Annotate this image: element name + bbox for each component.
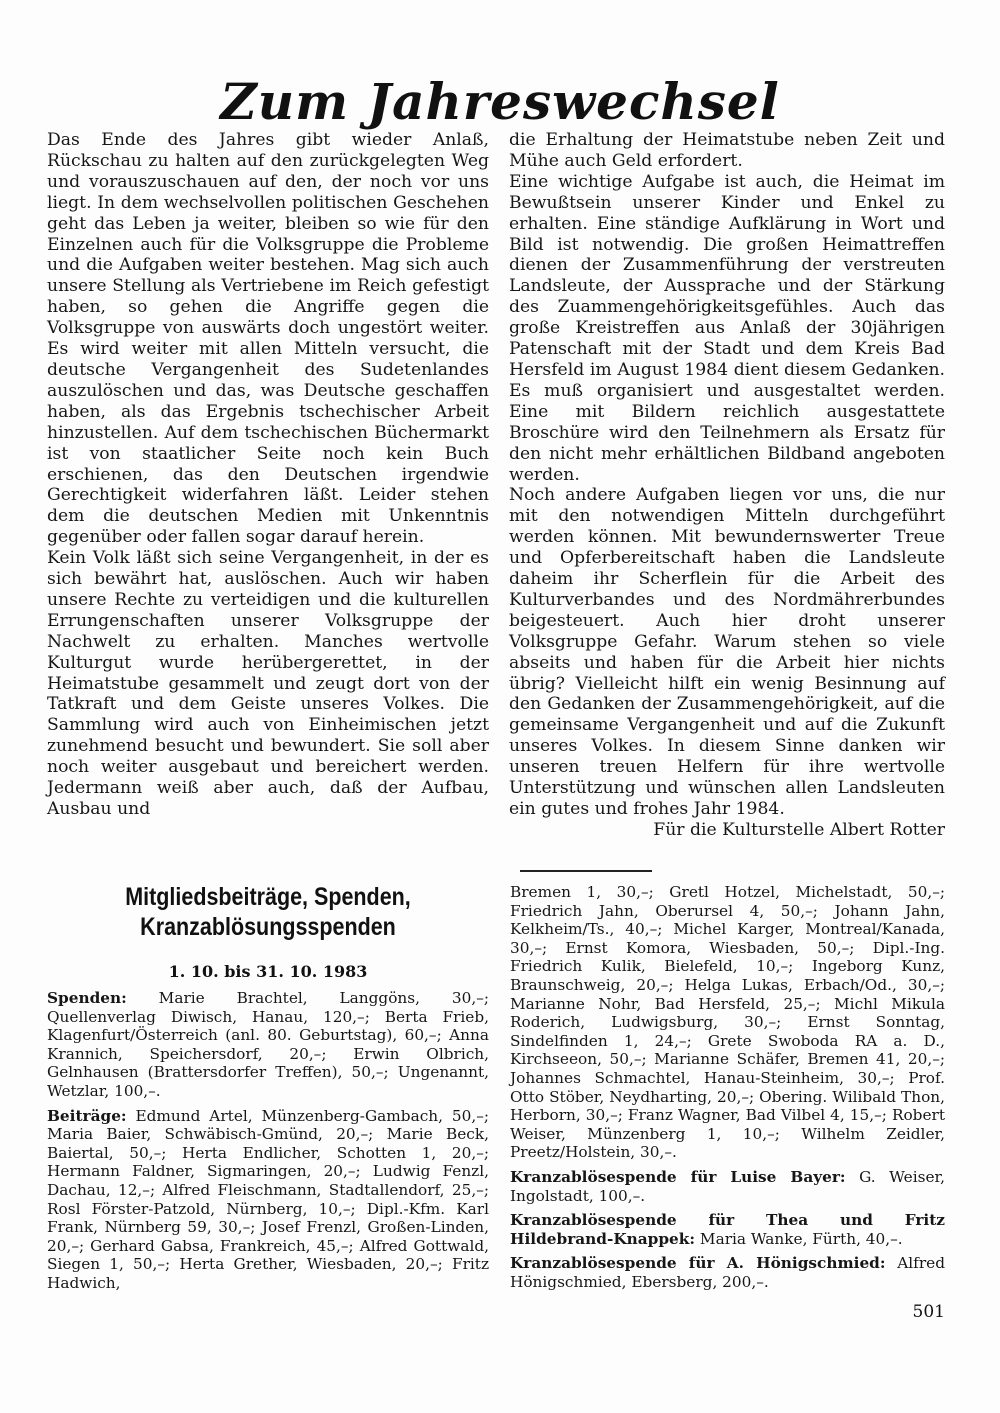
article-paragraph: Das Ende des Jahres gibt wieder Anlaß, Rückschau zu halten auf den zurückgelegten Weg und vorauszuschauen auf den, der noch vor uns liegt. In dem wechselvollen politischen Geschehen geht das Leben ja weiter, bleiben so wie für den Einzelnen auch für die Volksgruppe die Probleme und die Aufgaben weiter bestehen. Mag sich auch unsere Stellung als Vertriebene im Reich gefestigt haben, so gehen die Angriffe gegen die Volksgruppe von auswärts doch ungestört weiter. Es wird weiter mit allen Mitteln versucht, die deutsche Vergangenheit des Sudetenlandes auszulöschen und das, was Deutsche geschaffen haben, als das Ergebnis tschechischer Arbeit hinzustellen. Auf dem tschechischen Büchermarkt ist von staatlicher Seite noch kein Buch erschienen, das den Deutschen irgendwie Gerechtigkeit widerfahren läßt. Leider stehen dem die deutschen Medien mit Unkenntnis gegenüber oder fallen sogar darauf herein. [47,130,489,548]
beitraege-label: Beiträge: [47,1106,127,1125]
kranz-entry [510,1211,945,1248]
donations-heading-line: Mitgliedsbeiträge, Spenden, [125,883,411,911]
kranz-text: Alfred Hönigschmied, Ebersberg, 200,–. [510,1254,946,1291]
donations-heading [78,882,458,942]
article-title: Zum Jahreswechsel [220,72,780,131]
beitraege-continued: Bremen 1, 30,–; Gretl Hotzel, Michelstadt, 50,–; Friedrich Jahn, Oberursel 4, 50,–; Johann Jahn, Kelkheim/Ts., 40,–; Michel Karger, Montreal/Kanada, 30,–; Ernst Komora, Wiesbaden, 50,–; Dipl.-Ing. Friedrich Kulik, Bielefeld, 10,–; Ingeborg Kunz, Braunschweig, 20,–; Helga Lukas, Erbach/Od., 30,–; Marianne Nohr, Bad Hersfeld, 25,–; Michl Mikula Roderich, Ludwigsburg, 30,–; Ernst Sonntag, Sindelfinden 1, 24,–; Grete Swoboda RA a. D., Kirchseeon, 50,–; Marianne Schäfer, Bremen 41, 20,–; Johannes Schmachtel, Hanau-Steinheim, 30,–; Prof. Otto Stöber, Neydharting, 20,–; Obering. Wilibald Thon, Herborn, 30,–; Franz Wagner, Bad Vilbel 4, 15,–; Robert Weiser, Münzenberg 1, 10,–; Wilhelm Zeidler, Preetz/Holstein, 30,–. [510,883,945,1162]
kranz-label: Kranzablösespende für Luise Bayer: [510,1167,846,1186]
donations-left-column [47,989,489,1299]
article-paragraph: Noch andere Aufgaben liegen vor uns, die nur mit den notwendigen Mitteln durchgeführt werden können. Mit bewundernswerter Treue und Opferbereitschaft haben die Landsleute daheim ihr Scherflein für die Arbeit des Kulturverbandes und des Nordmährerbundes beigesteuert. Auch hier droht unserer Volksgruppe Gefahr. Warum stehen so viele abseits und haben für die Arbeit hier nichts übrig? Vielleicht hilft ein wenig Besinnung auf den Gedanken der Zusammengehörigkeit, auf die gemeinsame Vergangenheit und auf die Zukunft unseres Volkes. In diesem Sinne danken wir unseren treuen Helfern für ihre wertvolle Unterstützung und wünschen allen Landsleuten ein gutes und frohes Jahr 1984. [509,485,945,819]
beitraege-entry [47,1107,489,1293]
kranz-label: Kranzablösespende für Thea und Fritz Hildebrand-Knappek: [510,1211,945,1248]
article-paragraph: Eine wichtige Aufgabe ist auch, die Heimat im Bewußtsein unserer Kinder und Enkel zu erhalten. Eine ständige Aufklärung in Wort und Bild ist notwendig. Die großen Heimattreffen dienen der Zusammenführung der verstreuten Landsleute, der Aussprache und der Stärkung des Zuammengehörigkeitsgefühles. Auch das große Kreistreffen aus Anlaß der 30jährigen Patenschaft mit der Stadt und dem Kreis Bad Hersfeld im August 1984 dient diesem Gedanken. Es muß organisiert und ausgestaltet werden. Eine mit Bildern reichlich ausgestattete Broschüre wird den Teilnehmern als Ersatz für den nicht mehr erhältlichen Bildband angeboten werden. [509,171,945,485]
kranz-label: Kranzablösespende für A. Hönigschmied: [510,1254,886,1273]
spenden-text: Marie Brachtel, Langgöns, 30,–; Quellenverlag Diwisch, Hanau, 120,–; Berta Frieb, Klagenfurt/Österreich (anl. 80. Geburtstag), 60,–; Anna Krannich, Speichersdorf, 20,–; Erwin Olbrich, Gelnhausen (Brattersdorfer Treffen), 50,–; Ungenannt, Wetzlar, 100,–. [47,989,489,1100]
page-number: 501 [912,1302,945,1322]
donations-period: 1. 10. bis 31. 10. 1983 [168,962,368,981]
article-paragraph: Kein Volk läßt sich seine Vergangenheit, in der es sich bewährt hat, auslöschen. Auch wir haben unsere Rechte zu verteidigen und die kulturellen Errungenschaften unserer Volksgruppe der Nachwelt zu erhalten. Manches wertvolle Kulturgut wurde herübergerettet, in der Heimatstube gesammelt und zeugt dort von der Tatkraft und dem Geiste unseres Volkes. Die Sammlung wird auch von Einheimischen jetzt zunehmend besucht und bewundert. Sie soll aber noch weiter ausgebaut und bereichert werden. Jedermann weiß aber auch, daß der Aufbau, Ausbau und [47,548,489,819]
article-left-column [47,130,489,820]
donations-heading-line: Kranzablösungsspenden [140,913,396,941]
spenden-label: Spenden: [47,989,127,1007]
kranz-text: Maria Wanke, Fürth, 40,–. [695,1229,903,1248]
article-signature: Für die Kulturstelle Albert Rotter [653,819,945,840]
donations-right-column [510,883,945,1297]
article-paragraph: die Erhaltung der Heimatstube neben Zeit und Mühe auch Geld erfordert. [509,130,945,171]
article-right-column [509,130,945,841]
section-divider [520,870,652,872]
kranz-entry [510,1254,945,1291]
spenden-entry [47,989,489,1101]
beitraege-text: Edmund Artel, Münzenberg-Gambach, 50,–; Maria Baier, Schwäbisch-Gmünd, 20,–; Marie Beck, Baiertal, 50,–; Herta Endlicher, Schotten 1, 20,–; Hermann Faldner, Sigmaringen, 20,–; Ludwig Fenzl, Dachau, 12,–; Alfred Fleischmann, Stadtallendorf, 25,–; Rosl Förster-Patzold, Nürnberg, 10,–; Dipl.-Kfm. Karl Frank, Nürnberg 59, 30,–; Josef Frenzl, Großen-Linden, 20,–; Gerhard Gabsa, Frankreich, 45,–; Alfred Gottwald, Siegen 1, 50,–; Herta Grether, Wiesbaden, 20,–; Fritz Hadwich, [47,1106,489,1292]
kranz-text: G. Weiser, Ingolstadt, 100,–. [510,1167,945,1205]
kranz-entry [510,1168,945,1205]
